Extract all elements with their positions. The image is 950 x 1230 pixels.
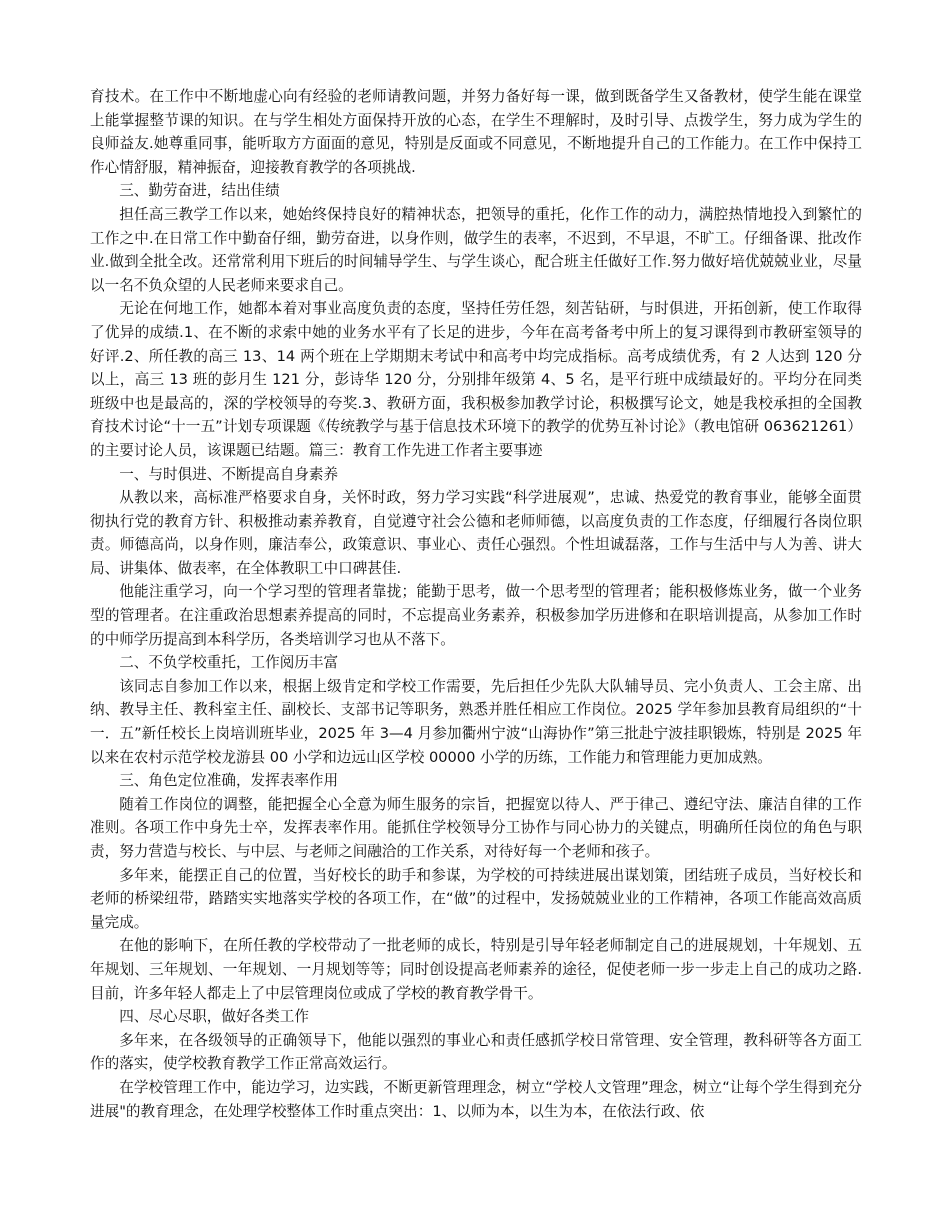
body-paragraph: 该同志自参加工作以来，根据上级肯定和学校工作需要，先后担任少先队大队辅导员、完小负责人、工会主席、出纳、教导主任、教科室主任、副校长、支部书记等职务，熟悉并胜任相应工作岗位。2025 学年参加县教育局组织的“十一．五”新任校长上岗培训班毕业，2025 年 3—4 月参加衢州宁波“山海协作”第三批赴宁波挂职锻炼，特别是 2025 年以来在农村示范学校龙游县 00 小学和边远山区学校 00000 小学的历练，工作能力和管理能力更加成熟。 bbox=[90, 677, 862, 766]
section-heading: 三、角色定位准确，发挥表率作用 bbox=[119, 772, 339, 790]
body-paragraph: 在学校管理工作中，能边学习，边实践，不断更新管理理念，树立“学校人文管理”理念，树立“让每个学生得到充分进展"的教育理念，在处理学校整体工作时重点突出：1、以师为本，以生为本，在依法行政、依 bbox=[90, 1078, 862, 1120]
body-paragraph: 担任高三教学工作以来，她始终保持良好的精神状态，把领导的重托，化作工作的动力，满腔热情地投入到繁忙的工作之中.在日常工作中勤奋仔细，勤劳奋进，以身作则，做学生的表率，不迟到，不早退，不旷工。仔细备课、批改作业.做到全批全改。还常常利用下班后的时间辅导学生、与学生谈心，配合班主任做好工作.努力做好培优兢兢业业，尽量以一名不负众望的人民老师来要求自己。 bbox=[90, 205, 862, 294]
body-paragraph: 随着工作岗位的调整，能把握全心全意为师生服务的宗旨，把握宽以待人、严于律己、遵纪守法、廉洁自律的工作准则。各项工作中身先士卒，发挥表率作用。能抓住学校领导分工协作与同心协力的关键点，明确所任岗位的角色与职责，努力营造与校长、与中层、与老师之间融洽的工作关系，对待好每一个老师和孩子。 bbox=[90, 795, 862, 860]
section-heading: 四、尽心尽职，做好各类工作 bbox=[119, 1008, 309, 1026]
body-paragraph: 他能注重学习，向一个学习型的管理者靠拢；能勤于思考，做一个思考型的管理者；能积极修炼业务，做一个业务型的管理者。在注重政治思想素养提高的同时，不忘提高业务素养，积极参加学历进修和在职培训提高，从参加工作时的中师学历提高到本科学历，各类培训学习也从不落下。 bbox=[90, 583, 862, 648]
body-paragraph: 多年来，能摆正自己的位置，当好校长的助手和参谋，为学校的可持续进展出谋划策，团结班子成员，当好校长和老师的桥梁纽带，踏踏实实地落实学校的各项工作，在“做”的过程中，发扬兢兢业业的工作精神，各项工作能高效高质量完成。 bbox=[90, 866, 862, 931]
body-paragraph: 从教以来，高标准严格要求自身，关怀时政，努力学习实践“科学进展观”，忠诚、热爱党的教育事业，能够全面贯彻执行党的教育方针、积极推动素养教育，自觉遵守社会公德和老师师德，以高度负责的工作态度，仔细履行各岗位职责。师德高尚，以身作则，廉洁奉公，政策意识、事业心、责任心强烈。个性坦诚磊落，工作与生活中与人为善、讲大局、讲集体、做表率，在全体教职工中口碑甚佳. bbox=[90, 489, 862, 577]
body-paragraph: 在他的影响下，在所任教的学校带动了一批老师的成长，特别是引导年轻老师制定自己的进展规划，十年规划、五年规划、三年规划、一年规划、一月规划等等；同时创设提高老师素养的途径，促使老师一步一步走上自己的成功之路.目前，许多年轻人都走上了中层管理岗位或成了学校的教育教学骨干。 bbox=[90, 937, 862, 1002]
body-paragraph: 多年来，在各级领导的正确领导下，他能以强烈的事业心和责任感抓学校日常管理、安全管理，教科研等各方面工作的落实，使学校教育教学工作正常高效运行。 bbox=[90, 1031, 862, 1073]
section-heading: 三、勤劳奋进，结出佳绩 bbox=[119, 182, 280, 200]
body-paragraph: 育技术。在工作中不断地虚心向有经验的老师请教问题，并努力备好每一课，做到既备学生又备教材，使学生能在课堂上能掌握整节课的知识。在与学生相处方面保持开放的心态，在学生不理解时，及时引导、点拨学生，努力成为学生的良师益友.她尊重同事，能听取方方面面的意见，特别是反面或不同意见，不断地提升自己的工作能力。在工作中保持工作心情舒服，精神振奋，迎接教育教学的各项挑战. bbox=[90, 88, 862, 176]
section-heading: 一、与时俱进、不断提高自身素养 bbox=[119, 465, 339, 483]
body-paragraph: 无论在何地工作，她都本着对事业高度负责的态度，坚持任劳任怨，刻苦钻研，与时俱进，开拓创新，使工作取得了优异的成绩.1、在不断的求索中她的业务水平有了长足的进步，今年在高考备考中所上的复习课得到市教研室领导的好评.2、所任教的高三 13、14 两个班在上学期期末考试中和高考中均完成指标。高考成绩优秀，有 2 人达到 120 分以上，高三 13 班的彭月生 121 分，彭诗华 120 分，分别排年级第 4、5 名，是平行班中成绩最好的。平均分在同类班级中也是最高的，深的学校领导的夸奖.3、教研方面，我积极参加教学讨论，积极撰写论文，她是我校承担的全国教育技术讨论“十一五”计划专项课题《传统教学与基于信息技术环境下的教学的优势互补讨论》（教电馆研 063621261）的主要讨论人员，该课题已结题。篇三：教育工作先进工作者主要事迹 bbox=[90, 300, 862, 459]
section-heading: 二、不负学校重托，工作阅历丰富 bbox=[119, 654, 339, 672]
